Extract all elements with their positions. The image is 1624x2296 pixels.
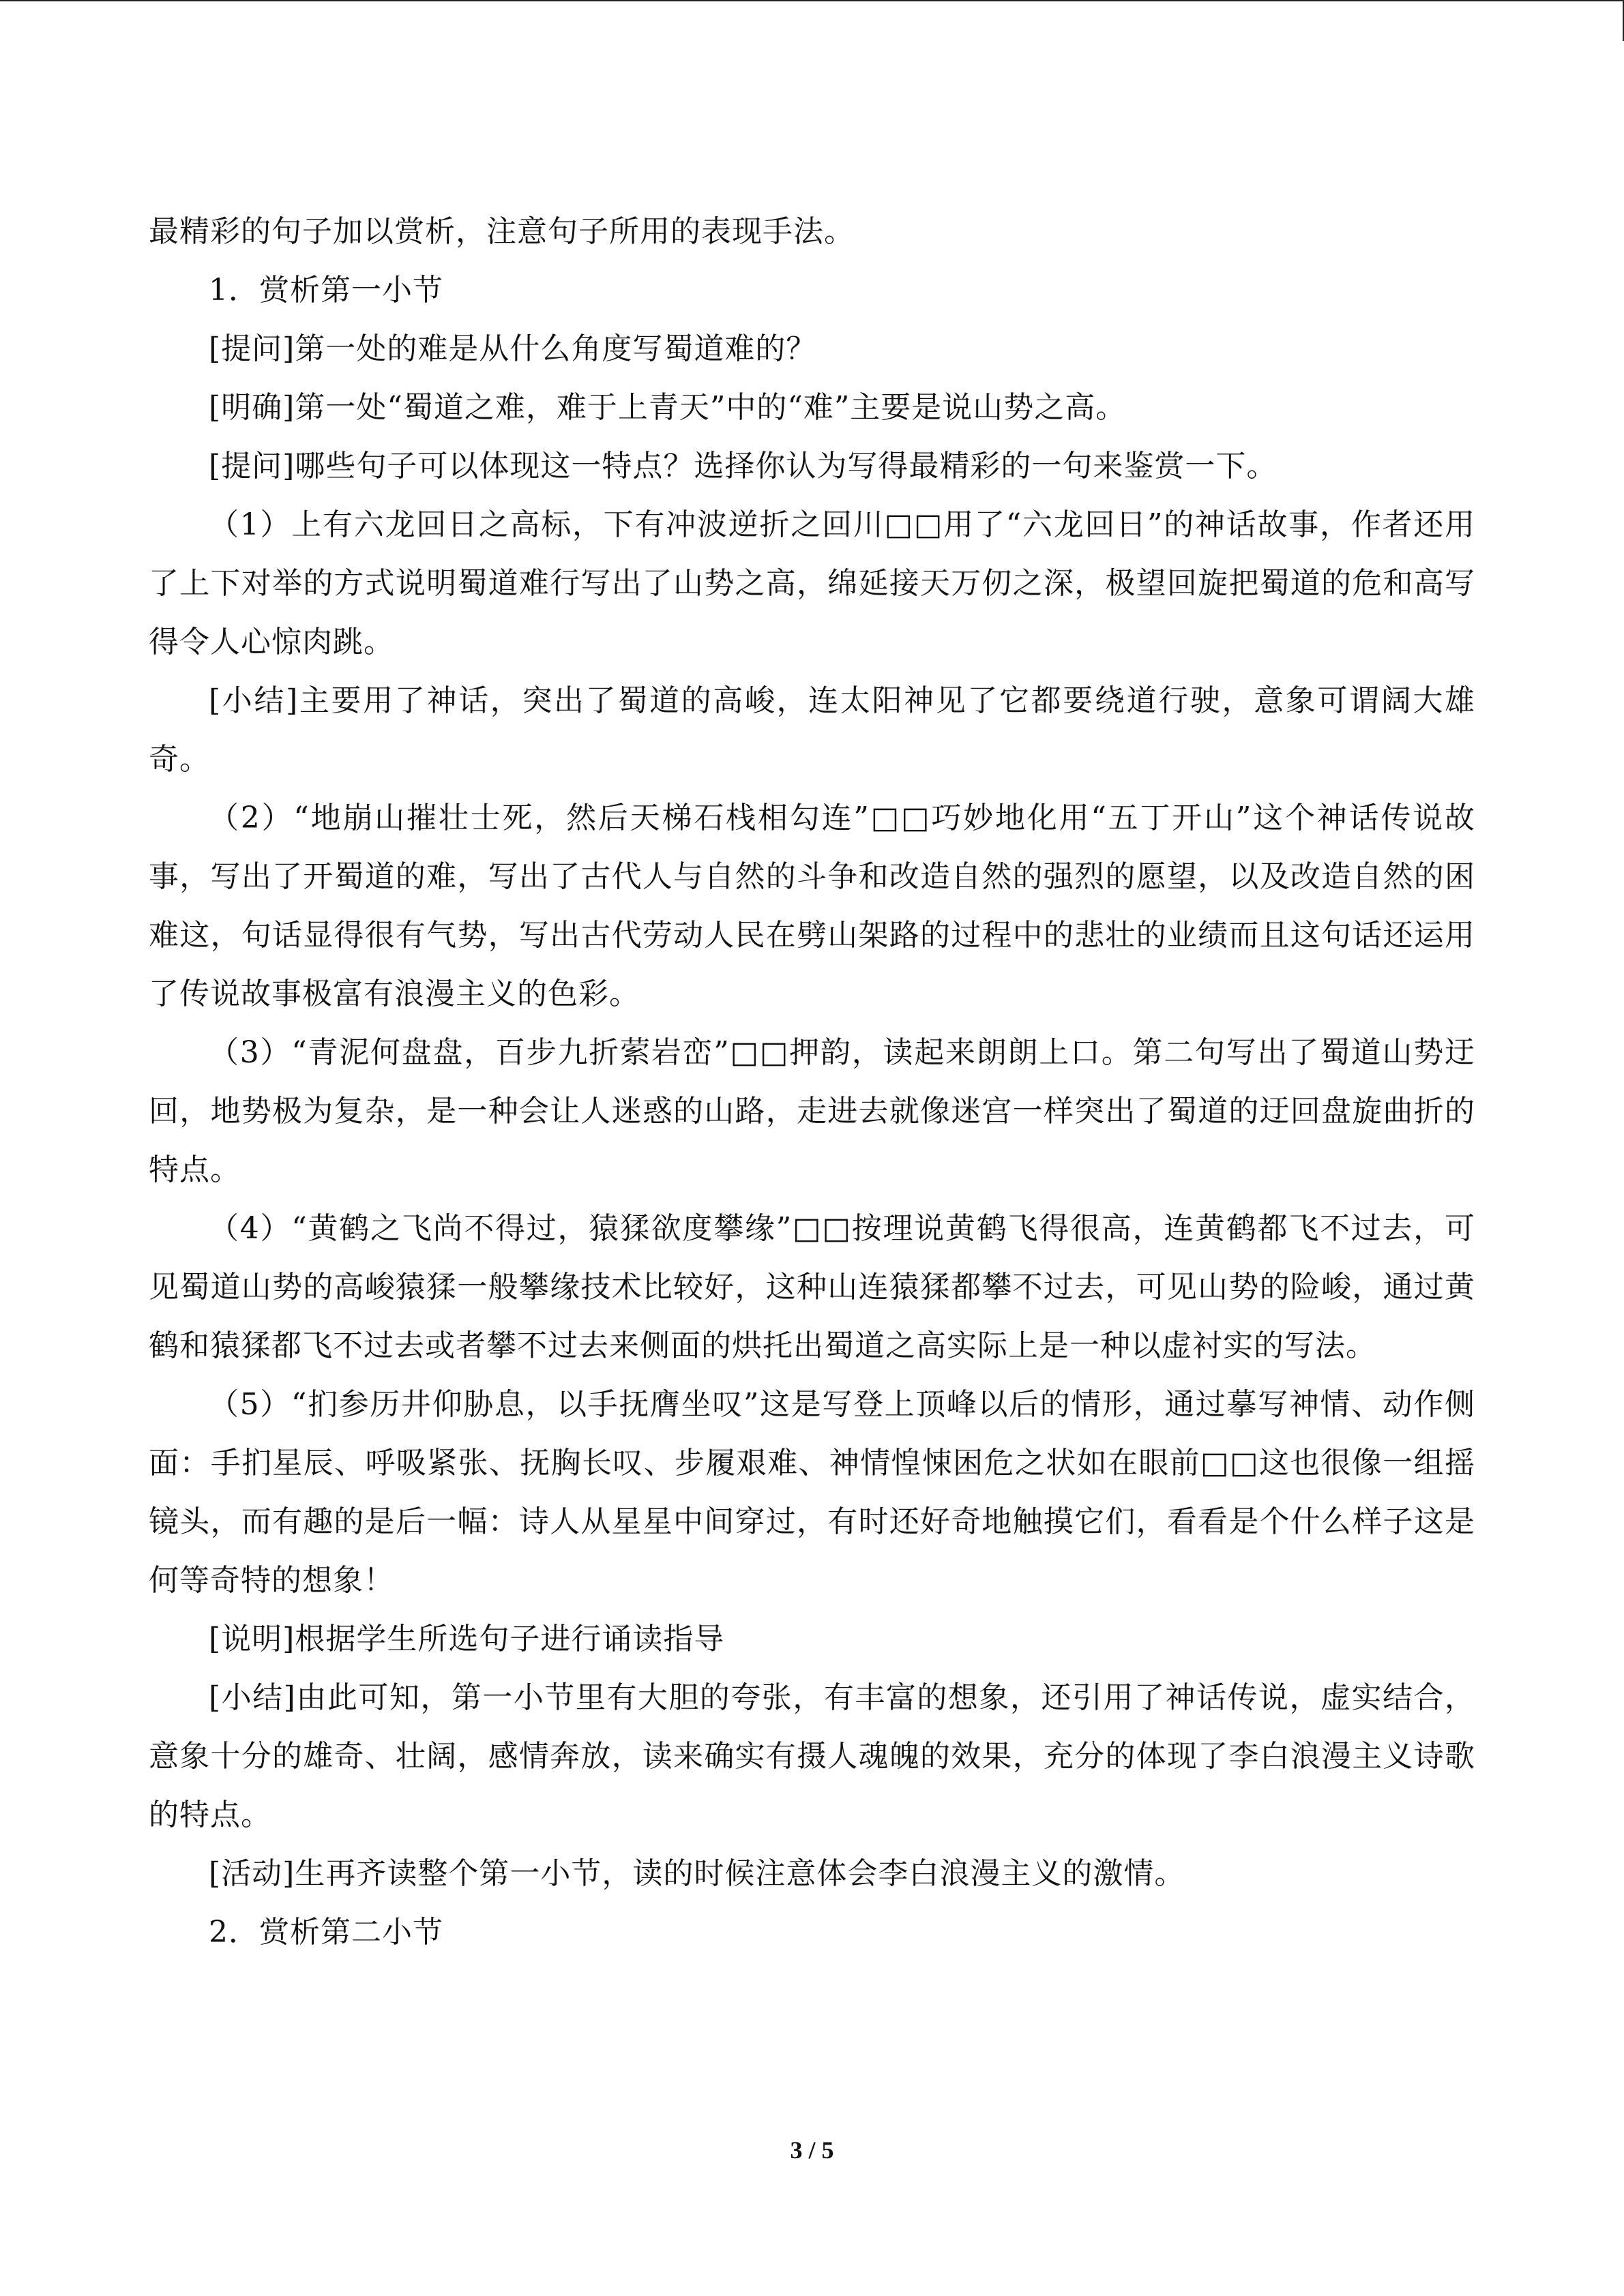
document-body	[149, 203, 1475, 1962]
analysis-item-5: （5）“扪参历井仰胁息，以手抚膺坐叹”这是写登上顶峰以后的情形，通过摹写神情、动作侧面：手扪星辰、呼吸紧张、抚胸长叹、步履艰难、神情惶悚困危之状如在眼前□□这也很像一组摇镜头，而有趣的是后一幅：诗人从星星中间穿过，有时还好奇地触摸它们，看看是个什么样子这是何等奇特的想象！	[149, 1387, 1475, 1598]
analysis-item-2: （2）“地崩山摧壮士死，然后天梯石栈相勾连”□□巧妙地化用“五丁开山”这个神话传说故事，写出了开蜀道的难，写出了古代人与自然的斗争和改造自然的强烈的愿望，以及改造自然的困难这，句话显得很有气势，写出古代劳动人民在劈山架路的过程中的悲壮的业绩而且这句话还运用了传说故事极富有浪漫主义的色彩。	[149, 801, 1475, 1011]
page-number: 3 / 5	[790, 2136, 834, 2164]
summary-paragraph: [小结]主要用了神话，突出了蜀道的高峻，连太阳神见了它都要绕道行驶，意象可谓阔大雄奇。	[149, 683, 1475, 777]
note-paragraph: [说明]根据学生所选句子进行诵读指导	[209, 1622, 725, 1656]
analysis-item-1: （1）上有六龙回日之高标，下有冲波逆折之回川□□用了“六龙回日”的神话故事，作者还用了上下对举的方式说明蜀道难行写出了山势之高，绵延接天万仞之深，极望回旋把蜀道的危和高写得令人心惊肉跳。	[149, 507, 1475, 659]
summary-paragraph: [小结]由此可知，第一小节里有大胆的夸张，有丰富的想象，还引用了神话传说，虚实结合，意象十分的雄奇、壮阔，感情奔放，读来确实有摄人魂魄的效果，充分的体现了李白浪漫主义诗歌的特点。	[149, 1680, 1475, 1832]
question-paragraph: [提问]第一处的难是从什么角度写蜀道难的？	[209, 331, 817, 366]
question-paragraph: [提问]哪些句子可以体现这一特点？选择你认为写得最精彩的一句来鉴赏一下。	[209, 449, 1278, 483]
clarification-paragraph: [明确]第一处“蜀道之难，难于上青天”中的“难”主要是说山势之高。	[209, 390, 1127, 425]
analysis-item-4: （4）“黄鹤之飞尚不得过，猿猱欲度攀缘”□□按理说黄鹤飞得很高，连黄鹤都飞不过去，可见蜀道山势的高峻猿猱一般攀缘技术比较好，这种山连猿猱都攀不过去，可见山势的险峻，通过黄鹤和猿猱都飞不过去或者攀不过去来侧面的烘托出蜀道之高实际上是一种以虚衬实的写法。	[149, 1211, 1475, 1363]
analysis-item-3: （3）“青泥何盘盘，百步九折萦岩峦”□□押韵，读起来朗朗上口。第二句写出了蜀道山势迂回，地势极为复杂，是一种会让人迷惑的山路，走进去就像迷宫一样突出了蜀道的迂回盘旋曲折的特点。	[149, 1035, 1475, 1187]
activity-paragraph: [活动]生再齐读整个第一小节，读的时候注意体会李白浪漫主义的激情。	[209, 1856, 1185, 1891]
top-border-line	[0, 0, 1624, 1]
section-heading-1: 1．赏析第一小节	[209, 273, 443, 308]
paragraph-continuation: 最精彩的句子加以赏析，注意句子所用的表现手法。	[149, 214, 855, 249]
section-heading-2: 2．赏析第二小节	[209, 1915, 443, 1950]
